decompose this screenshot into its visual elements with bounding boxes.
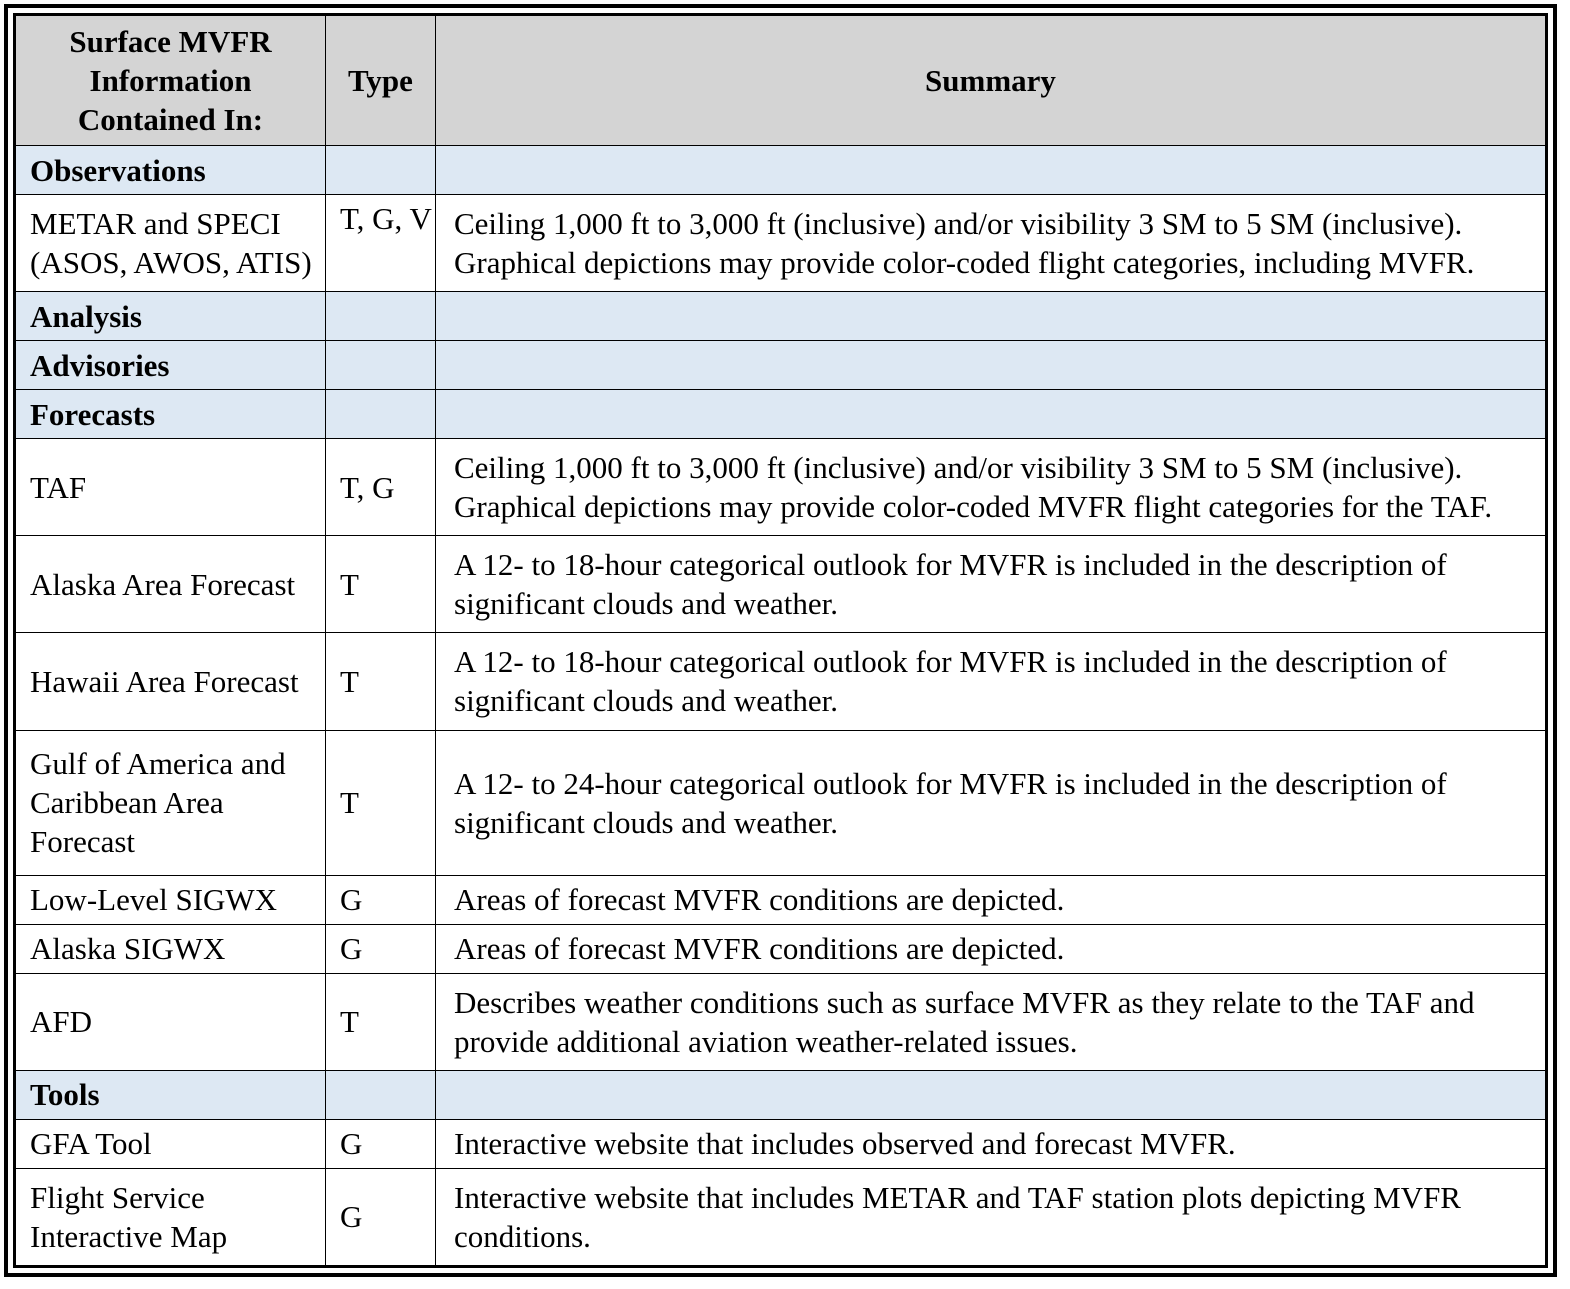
section-label: Advisories bbox=[16, 341, 326, 390]
section-label: Analysis bbox=[16, 292, 326, 341]
table-row bbox=[16, 195, 1546, 292]
table-row bbox=[16, 1168, 1546, 1265]
section-row-tools bbox=[16, 1070, 1546, 1119]
row-source: Low-Level SIGWX bbox=[16, 875, 326, 924]
table-row bbox=[16, 875, 1546, 924]
header-type: Type bbox=[326, 16, 436, 146]
row-type: G bbox=[326, 1119, 436, 1168]
row-source: Alaska SIGWX bbox=[16, 924, 326, 973]
table-row bbox=[16, 439, 1546, 536]
row-summary: A 12- to 18-hour categorical outlook for MVFR is included in the description of significant clouds and weather. bbox=[436, 536, 1546, 633]
row-type: T bbox=[326, 536, 436, 633]
row-summary: Describes weather conditions such as surface MVFR as they relate to the TAF and provide additional aviation weather-related issues. bbox=[436, 973, 1546, 1070]
table-row bbox=[16, 973, 1546, 1070]
section-row-advisories bbox=[16, 341, 1546, 390]
section-row-forecasts bbox=[16, 390, 1546, 439]
row-source: METAR and SPECI (ASOS, AWOS, ATIS) bbox=[16, 195, 326, 292]
section-label: Forecasts bbox=[16, 390, 326, 439]
row-type: G bbox=[326, 924, 436, 973]
row-summary: Ceiling 1,000 ft to 3,000 ft (inclusive) and/or visibility 3 SM to 5 SM (inclusive). Graphical depictions may provide color-coded MVFR flight categories for the TAF. bbox=[436, 439, 1546, 536]
row-summary: Areas of forecast MVFR conditions are depicted. bbox=[436, 875, 1546, 924]
table-inner-border bbox=[13, 13, 1548, 1268]
row-type: T, G bbox=[326, 439, 436, 536]
row-summary: Ceiling 1,000 ft to 3,000 ft (inclusive) and/or visibility 3 SM to 5 SM (inclusive). Graphical depictions may provide color-coded flight categories, including MVFR. bbox=[436, 195, 1546, 292]
row-source: Hawaii Area Forecast bbox=[16, 633, 326, 730]
row-summary: Interactive website that includes METAR and TAF station plots depicting MVFR conditions. bbox=[436, 1168, 1546, 1265]
header-row bbox=[16, 16, 1546, 146]
row-source: Flight Service Interactive Map bbox=[16, 1168, 326, 1265]
row-type: T, G, V bbox=[326, 195, 436, 292]
row-type: G bbox=[326, 1168, 436, 1265]
table-row bbox=[16, 924, 1546, 973]
row-summary: A 12- to 18-hour categorical outlook for MVFR is included in the description of significant clouds and weather. bbox=[436, 633, 1546, 730]
row-summary: A 12- to 24-hour categorical outlook for MVFR is included in the description of significant clouds and weather. bbox=[436, 730, 1546, 875]
row-source: TAF bbox=[16, 439, 326, 536]
header-source: Surface MVFR Information Contained In: bbox=[16, 16, 326, 146]
table-row bbox=[16, 633, 1546, 730]
header-summary: Summary bbox=[436, 16, 1546, 146]
row-source: Gulf of America and Caribbean Area Forecast bbox=[16, 730, 326, 875]
section-row-analysis bbox=[16, 292, 1546, 341]
row-source: GFA Tool bbox=[16, 1119, 326, 1168]
row-source: Alaska Area Forecast bbox=[16, 536, 326, 633]
section-label: Observations bbox=[16, 146, 326, 195]
mvfr-information-table bbox=[15, 15, 1546, 1266]
row-summary: Interactive website that includes observed and forecast MVFR. bbox=[436, 1119, 1546, 1168]
section-label: Tools bbox=[16, 1070, 326, 1119]
row-source: AFD bbox=[16, 973, 326, 1070]
table-row bbox=[16, 1119, 1546, 1168]
section-row-observations bbox=[16, 146, 1546, 195]
row-type: T bbox=[326, 633, 436, 730]
table-outer-border bbox=[4, 4, 1557, 1277]
row-type: T bbox=[326, 730, 436, 875]
table-row bbox=[16, 536, 1546, 633]
table-row bbox=[16, 730, 1546, 875]
row-type: G bbox=[326, 875, 436, 924]
row-type: T bbox=[326, 973, 436, 1070]
row-summary: Areas of forecast MVFR conditions are depicted. bbox=[436, 924, 1546, 973]
